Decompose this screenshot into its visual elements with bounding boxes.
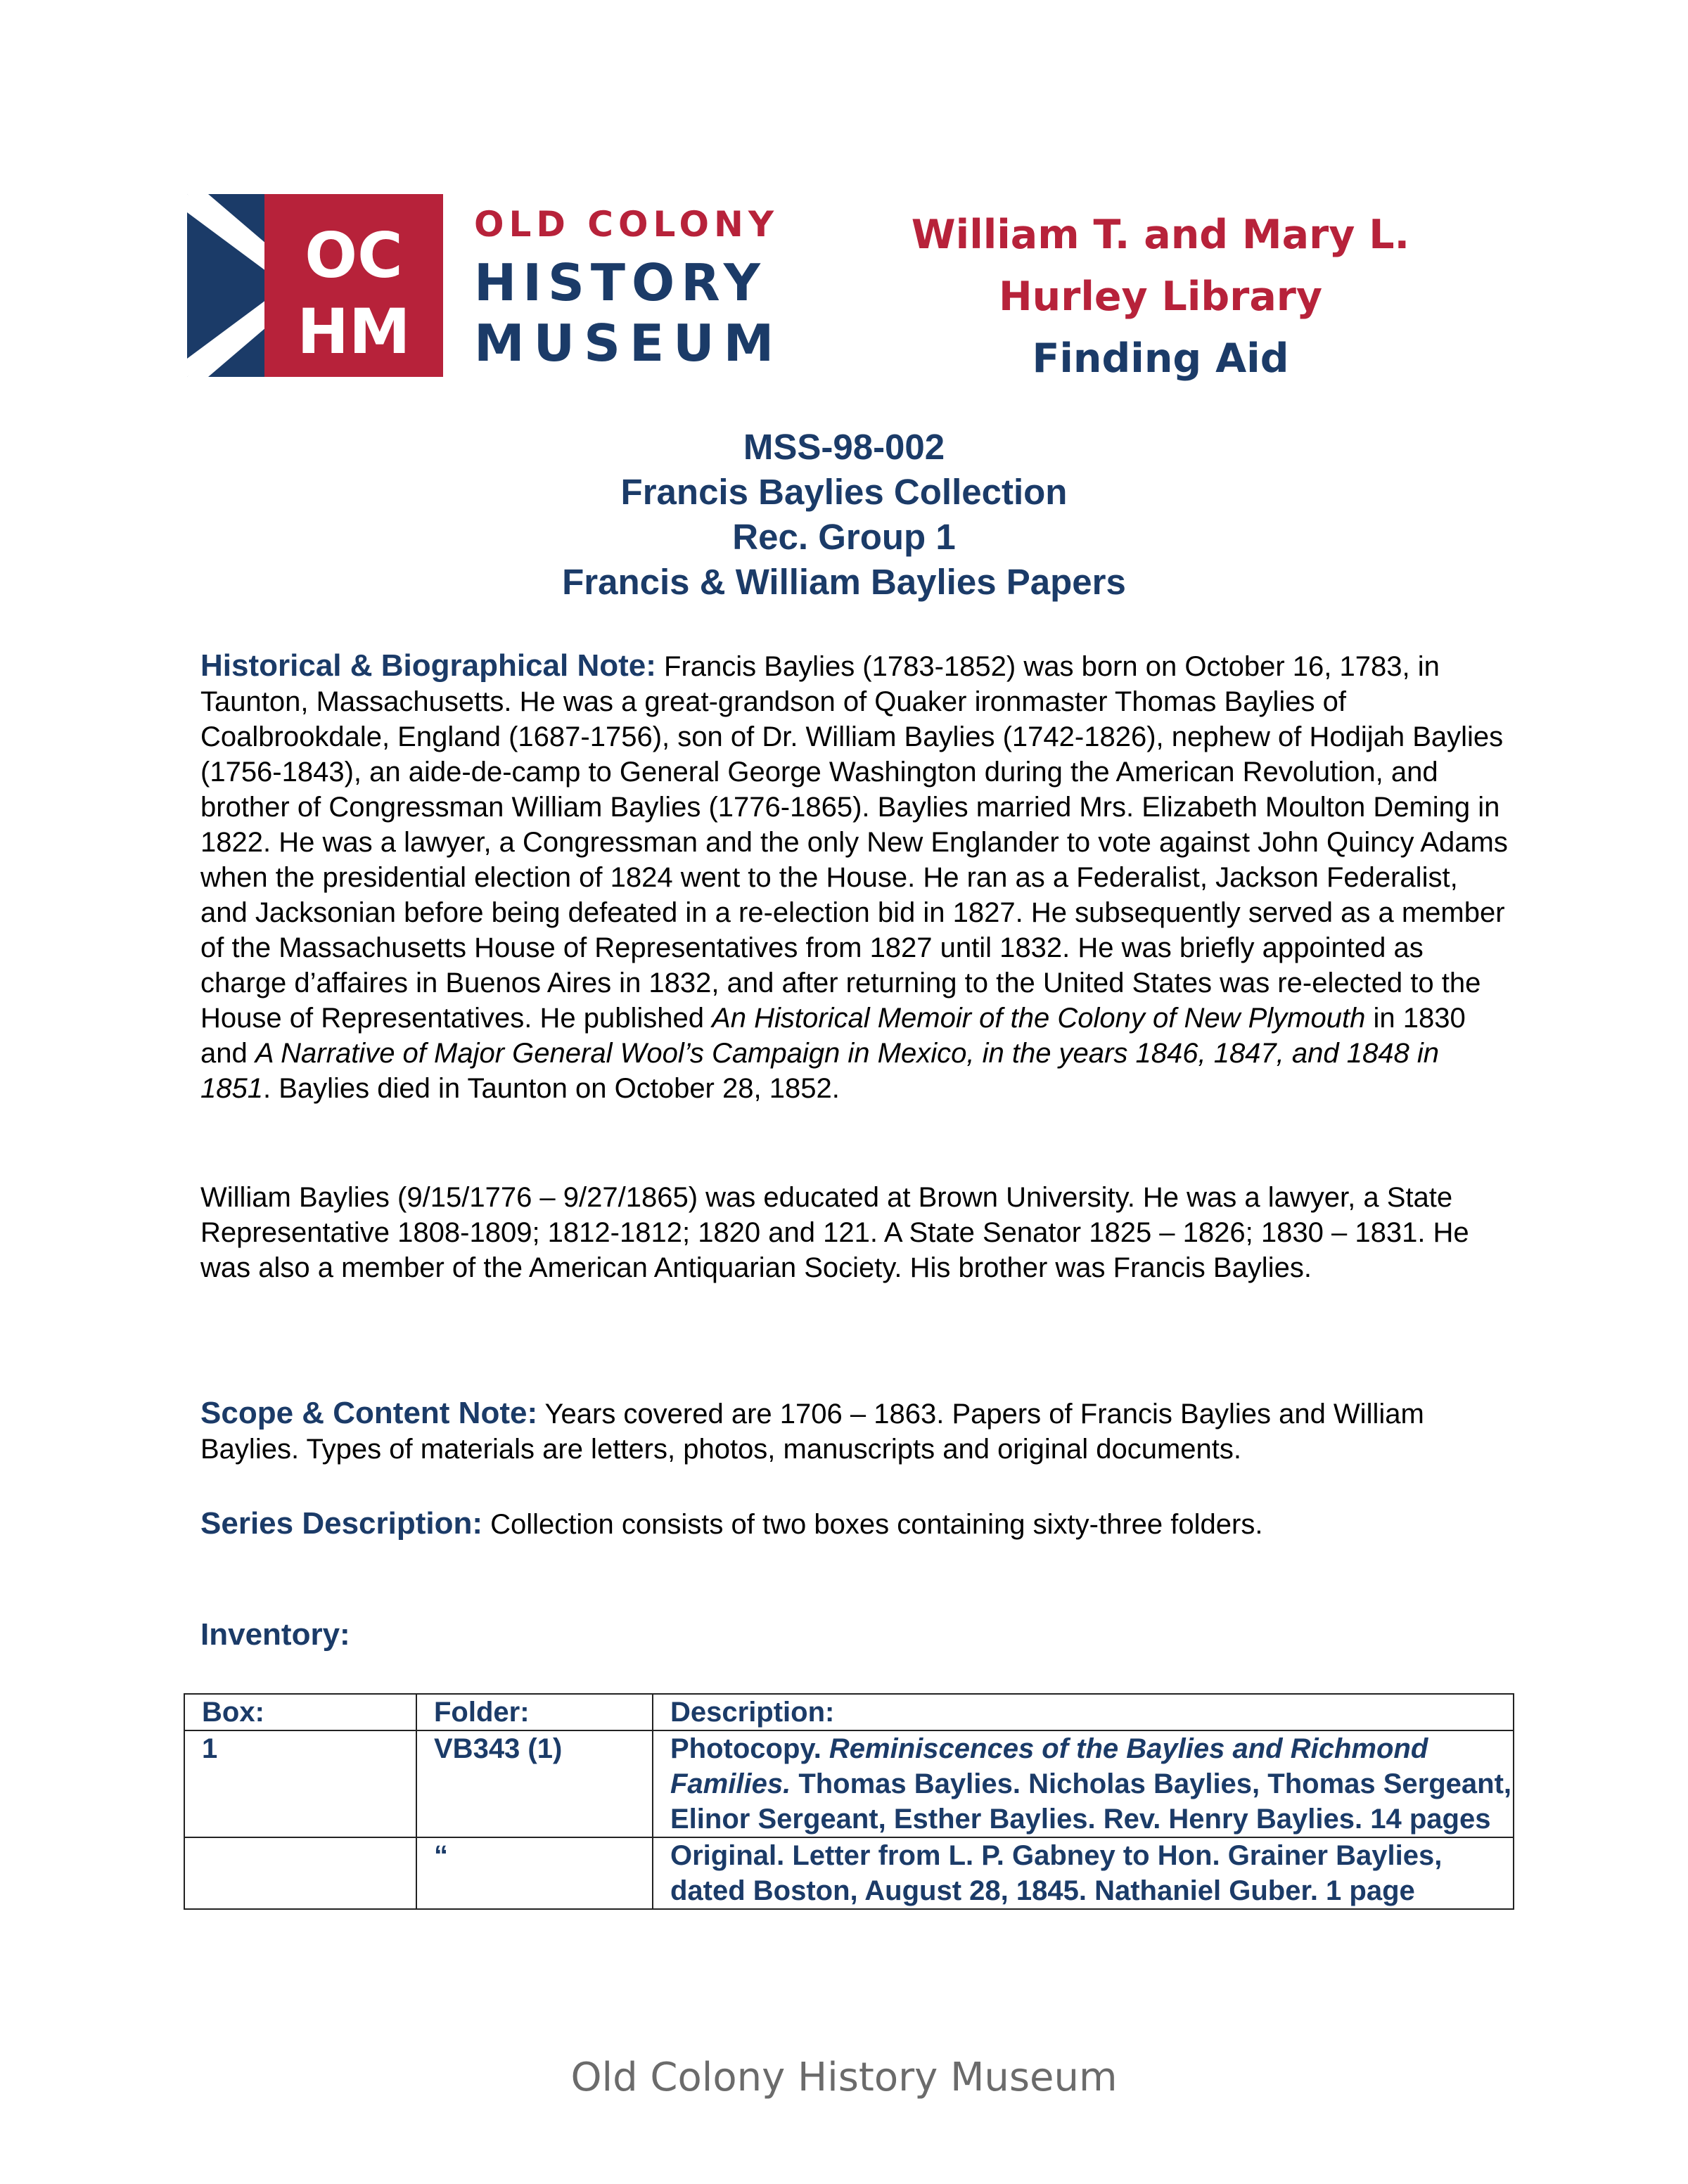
scope-note [200,1396,1509,1467]
header-description: Description: [653,1694,1514,1730]
series-text: Collection consists of two boxes containing sixty-three folders. [482,1509,1263,1540]
table-header-row [184,1694,1514,1730]
library-line-2: Hurley Library [998,274,1323,320]
scope-heading: Scope & Content Note: [200,1396,538,1430]
finding-aid-label: Finding Aid [1032,335,1289,382]
historical-note [200,648,1509,1106]
row-box [184,1837,416,1909]
logo-oc-text: OC [305,219,403,292]
museum-logo [187,194,806,377]
header-folder: Folder: [416,1694,653,1730]
row-folder: VB343 (1) [416,1730,653,1837]
historical-text-1: Francis Baylies (1783-1852) was born on October 16, 1783, in Taunton, Massachusetts. He was a great-grandson of Quaker ironmaster Thomas Baylies of Coalbrookdale, England (1687-1756), son of Dr. William Baylies (1742-1826), nephew of Hodijah Baylies (1756-1843), an aide-de-camp to General George Washington during the American Revolution, and brother of Congressman William Baylies (1776-1865). Baylies married Mrs. Elizabeth Moulton Deming in 1822. He was a lawyer, a Congressman and the only New Englander to vote against John Quincy Adams when the presidential election of 1824 went to the House. He ran as a Federalist, Jackson Federalist, and Jacksonian before being defeated in a re-election bid in 1827. He subsequently served as a member of the Massachusetts House of Representatives from 1827 until 1832. He was briefly appointed as charge d’affaires in Buenos Aires in 1832, and after returning to the United States was re-elected to the House of Representatives. He published [200,651,1508,1034]
historical-text-3: . Baylies died in Taunton on October 28, 1852. [262,1073,840,1104]
series-description [200,1506,1509,1542]
header-box: Box: [184,1694,416,1730]
collection-number: MSS-98-002 [743,427,945,467]
wordmark-line-3: MUSEUM [474,314,784,373]
inventory-heading: Inventory: [200,1617,350,1652]
scope-text: Years covered are 1706 – 1863. Papers of Francis Baylies and William Baylies. Types of materials are letters, photos, manuscripts and original documents. [200,1399,1424,1465]
page-footer: Old Colony History Museum [570,2055,1118,2100]
collection-title [281,425,1407,605]
inventory-table [184,1693,1514,1910]
william-text: William Baylies (9/15/1776 – 9/27/1865) was educated at Brown University. He was a lawyer, a State Representative 1808-1809; 1812-1812; 1820 and 121. A State Senator 1825 – 1826; 1830 – 1831. He was also a member of the American Antiquarian Society. His brother was Francis Baylies. [200,1182,1469,1283]
wordmark-line-2: HISTORY [474,253,767,312]
desc-title: Reminiscences of the Baylies and Richmond Families. [670,1733,1428,1799]
row-description [653,1730,1514,1837]
historical-text-2: in 1830 and [200,1003,1466,1069]
historical-note-heading: Historical & Biographical Note: [200,648,656,683]
row-description: Original. Letter from L. P. Gabney to Hon. Grainer Baylies, dated Boston, August 28, 1845. Nathaniel Guber. 1 page [653,1837,1514,1909]
library-line-1: William T. and Mary L. [911,212,1410,258]
table-row [184,1730,1514,1837]
collection-name: Francis Baylies Collection [620,472,1068,512]
book-title-1: An Historical Memoir of the Colony of New Plymouth [712,1003,1366,1034]
desc-rest: Thomas Baylies. Nicholas Baylies, Thomas Sergeant, Elinor Sergeant, Esther Baylies. Rev. Henry Baylies. 14 pages [670,1768,1512,1835]
papers-title: Francis & William Baylies Papers [562,562,1126,602]
museum-wordmark [474,194,812,377]
ochm-flag-logo-icon [187,194,443,377]
william-note [200,1180,1509,1285]
table-row [184,1837,1514,1909]
logo-hm-text: HM [297,295,411,368]
book-title-2: A Narrative of Major General Wool’s Campaign in Mexico, in the years 1846, 1847, and 1848 in 1851 [200,1038,1439,1104]
series-heading: Series Description: [200,1506,483,1541]
desc-prefix: Photocopy. [670,1733,829,1764]
row-folder: “ [416,1837,653,1909]
wordmark-line-1: OLD COLONY [474,204,779,245]
record-group: Rec. Group 1 [732,517,956,557]
row-box: 1 [184,1730,416,1837]
library-heading [865,204,1456,390]
